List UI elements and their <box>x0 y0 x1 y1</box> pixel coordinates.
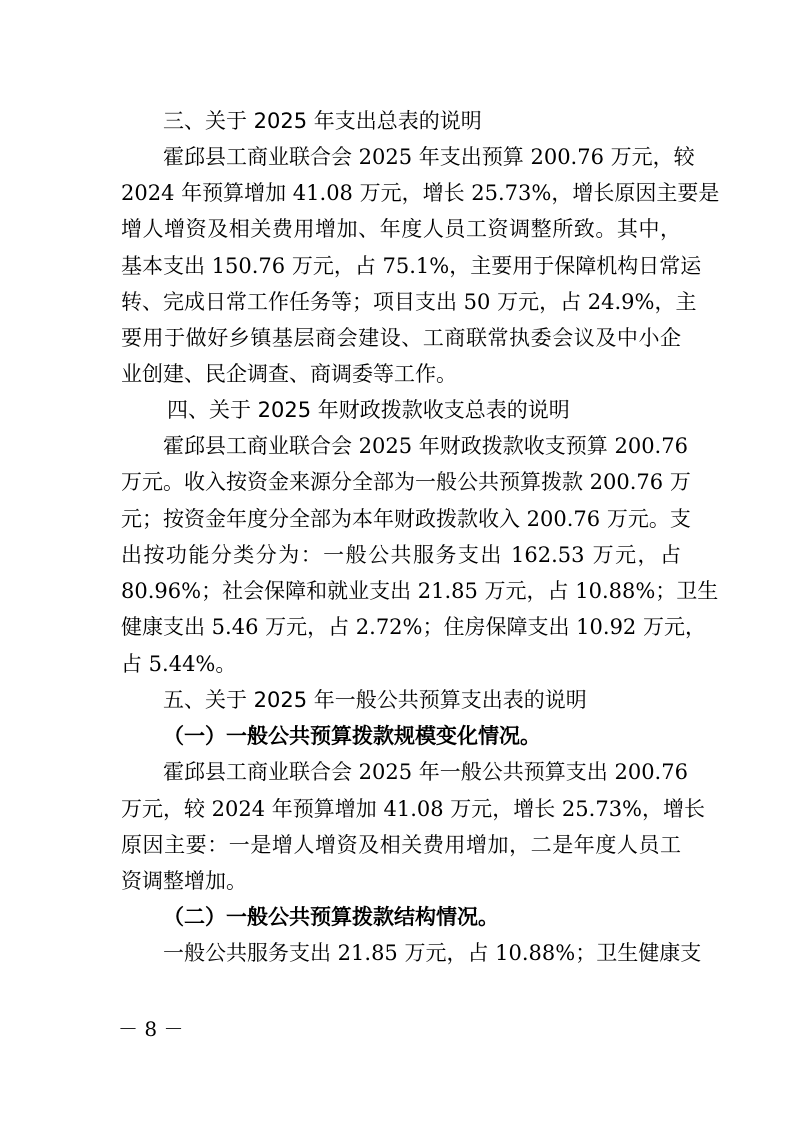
paragraph-line: 基本支出 150.76 万元，占 75.1%，主要用于保障机构日常运 <box>121 254 702 278</box>
paragraph-line: 万元，较 2024 年预算增加 41.08 万元，增长 25.73%，增长 <box>121 797 706 821</box>
paragraph-line: 霍邱县工商业联合会 2025 年支出预算 200.76 万元，较 <box>163 145 695 169</box>
paragraph-line: 一般公共服务支出 21.85 万元，占 10.88%；卫生健康支 <box>163 941 702 965</box>
section-heading-4: 四、关于 2025 年财政拨款收支总表的说明 <box>167 398 570 422</box>
paragraph-line: 霍邱县工商业联合会 2025 年财政拨款收支预算 200.76 <box>163 434 688 458</box>
paragraph-line: 出按功能分类分为：一般公共服务支出 162.53 万元，占 <box>121 543 682 567</box>
page-number: － 8 － <box>118 1017 184 1041</box>
section-heading-3: 三、关于 2025 年支出总表的说明 <box>163 109 482 133</box>
section-heading-5: 五、关于 2025 年一般公共预算支出表的说明 <box>163 688 587 712</box>
paragraph-line: 万元。收入按资金来源分全部为一般公共预算拨款 200.76 万 <box>121 470 691 494</box>
paragraph-line: 2024 年预算增加 41.08 万元，增长 25.73%，增长原因主要是 <box>121 181 720 205</box>
subsection-heading-2: （二）一般公共预算拨款结构情况。 <box>163 904 499 929</box>
paragraph-line: 占 5.44%。 <box>121 652 237 676</box>
subsection-heading-1: （一）一般公共预算拨款规模变化情况。 <box>163 723 541 748</box>
paragraph-line: 资调整增加。 <box>121 869 247 893</box>
paragraph-line: 业创建、民企调查、商调委等工作。 <box>121 362 457 386</box>
paragraph-line: 健康支出 5.46 万元，占 2.72%；住房保障支出 10.92 万元， <box>121 615 706 639</box>
paragraph-line: 增人增资及相关费用增加、年度人员工资调整所致。其中， <box>121 217 681 241</box>
paragraph-line: 转、完成日常工作任务等；项目支出 50 万元，占 24.9%，主 <box>121 290 697 314</box>
paragraph-line: 元；按资金年度分全部为本年财政拨款收入 200.76 万元。支 <box>121 507 691 531</box>
paragraph-line: 80.96%；社会保障和就业支出 21.85 万元，占 10.88%；卫生 <box>121 579 719 603</box>
paragraph-line: 要用于做好乡镇基层商会建设、工商联常执委会议及中小企 <box>121 326 681 350</box>
paragraph-line: 霍邱县工商业联合会 2025 年一般公共预算支出 200.76 <box>163 760 688 784</box>
paragraph-line: 原因主要：一是增人增资及相关费用增加，二是年度人员工 <box>121 833 681 857</box>
